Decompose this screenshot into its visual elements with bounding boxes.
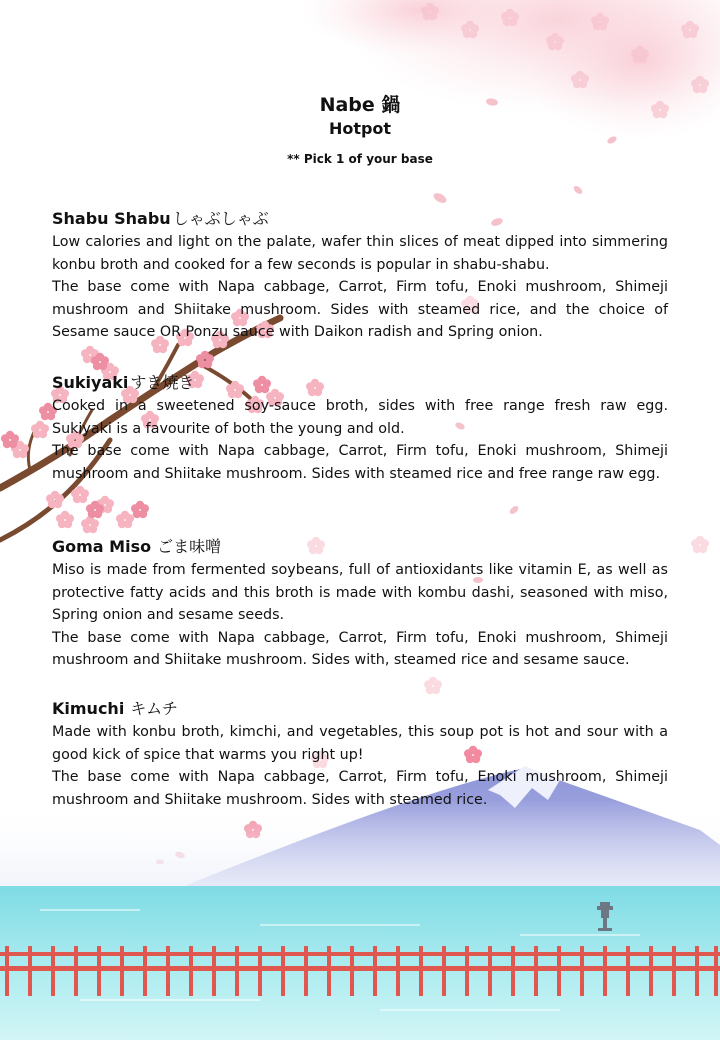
menu-section-shabu-shabu	[52, 208, 668, 344]
page-title: Nabe 鍋	[319, 94, 401, 116]
section-description	[52, 721, 668, 811]
description-paragraph: Cooked in a sweetened soy-sauce broth, sides with free range fresh raw egg. Sukiyaki is a favourite of both the young and old.	[52, 398, 668, 437]
menu-section-kimuchi	[52, 698, 668, 811]
menu-section-goma-miso	[52, 536, 668, 672]
dish-name-jp: ごま味噌	[157, 537, 222, 556]
menu-section-sukiyaki	[52, 372, 668, 485]
description-paragraph: Miso is made from fermented soybeans, full of antioxidants like vitamin E, as well as protective fatty acids and this broth is made with kombu dashi, seasoned with miso, Spring onion and sesame seeds.	[52, 562, 668, 623]
dish-name: Sukiyaki	[52, 373, 129, 392]
section-description	[52, 559, 668, 672]
dish-name: Shabu Shabu	[52, 209, 171, 228]
dish-name-jp: しゃぶしゃぶ	[172, 209, 269, 228]
section-title	[52, 698, 668, 720]
dish-name: Kimuchi	[52, 699, 125, 718]
pick-base-note: ** Pick 1 of your base	[287, 152, 433, 166]
dish-name-jp: すき焼き	[130, 373, 195, 392]
base-paragraph: The base come with Napa cabbage, Carrot, Firm tofu, Enoki mushroom, Shimeji mushroom and Shiitake mushroom. Sides with steamed rice and free range raw egg.	[52, 443, 668, 482]
section-description	[52, 395, 668, 485]
section-title	[52, 536, 668, 558]
base-paragraph: The base come with Napa cabbage, Carrot, Firm tofu, Enoki mushroom, Shimeji mushroom and Shiitake mushroom. Sides with steamed rice, and the choice of Sesame sauce OR Ponzu sauce with Daikon radish and Spring onion.	[52, 279, 668, 340]
dish-name-jp: キムチ	[130, 699, 178, 718]
section-title	[52, 372, 668, 394]
description-paragraph: Made with konbu broth, kimchi, and vegetables, this soup pot is hot and sour with a good kick of spice that warms you right up!	[52, 724, 668, 763]
base-paragraph: The base come with Napa cabbage, Carrot, Firm tofu, Enoki mushroom, Shimeji mushroom and Shiitake mushroom. Sides with, steamed rice and sesame sauce.	[52, 629, 668, 668]
section-title	[52, 208, 668, 230]
section-description	[52, 231, 668, 344]
description-paragraph: Low calories and light on the palate, wafer thin slices of meat dipped into simmering konbu broth and cooked for a few seconds is popular in shabu-shabu.	[52, 234, 668, 273]
dish-name: Goma Miso	[52, 537, 152, 556]
page-subtitle: Hotpot	[328, 119, 392, 138]
base-paragraph: The base come with Napa cabbage, Carrot, Firm tofu, Enoki mushroom, Shimeji mushroom and Shiitake mushroom. Sides with steamed rice.	[52, 769, 668, 808]
